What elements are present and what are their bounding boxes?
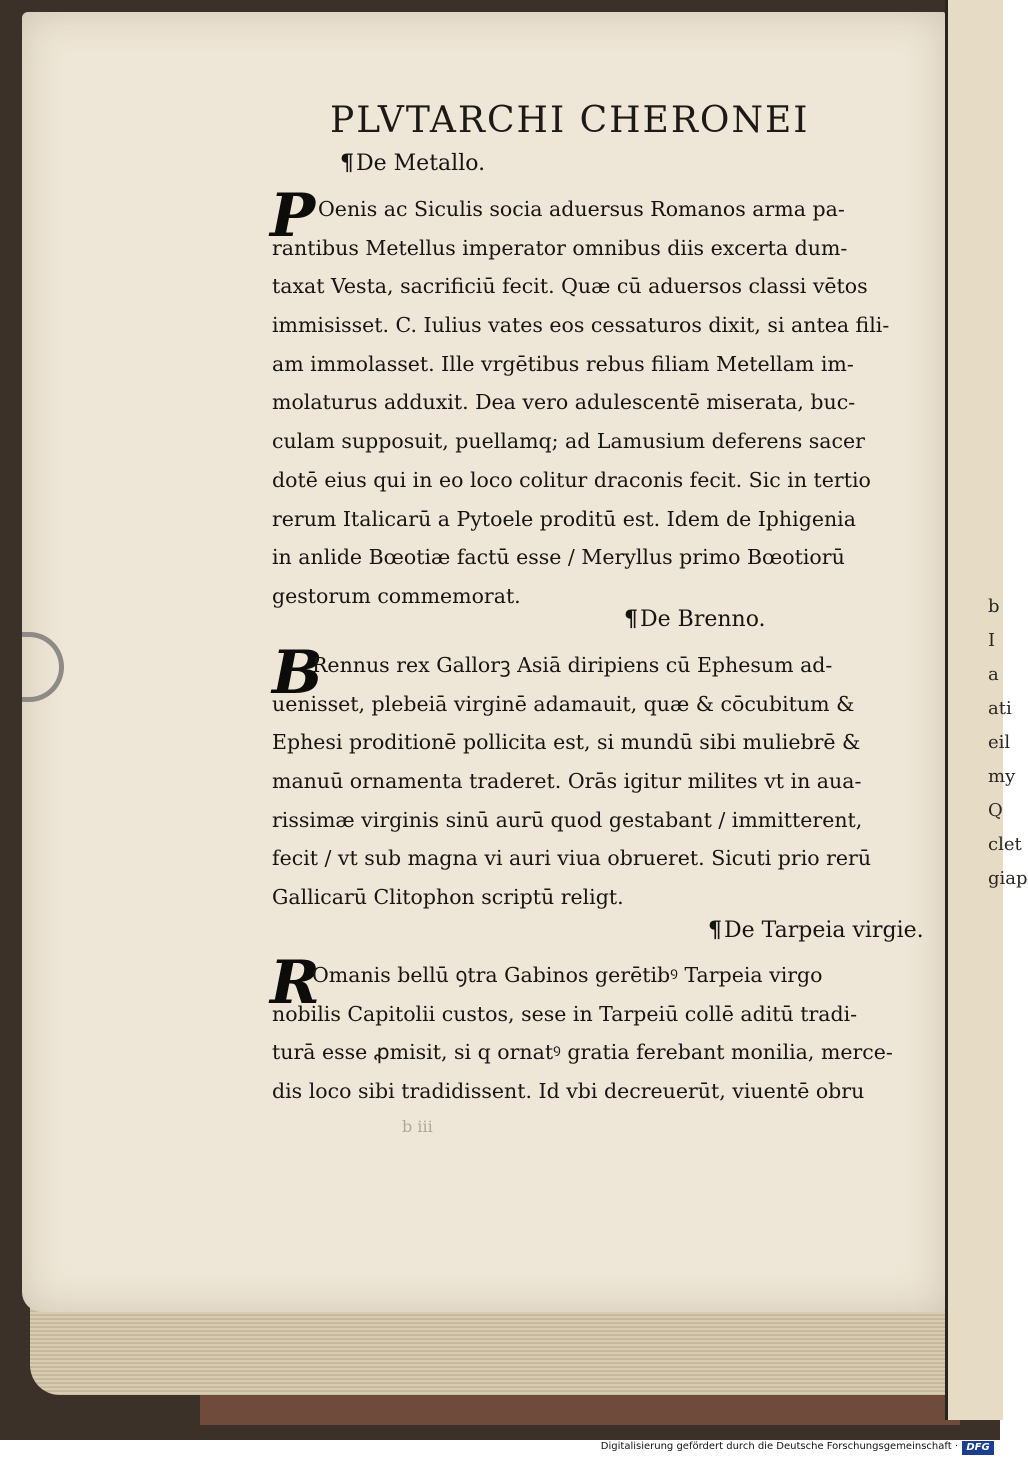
heading-text: De Metallo. [356, 151, 486, 176]
section-heading-tarpeia [708, 917, 924, 943]
footer-credit: Digitalisierung gefördert durch die Deutsche Forschungsgemeinschaft · [600, 1441, 958, 1452]
section-body-brenno [272, 646, 912, 917]
dropcap-p: P [270, 181, 316, 251]
footer-bar [0, 1440, 1000, 1458]
text-line: rerum Italicarū a Pytoele proditū est. Idem de Iphigenia [272, 506, 856, 531]
page-block-edges [30, 1300, 955, 1395]
text-line: rissimæ virginis sinū aurū quod gestabant / immitterent, [272, 807, 863, 832]
pilcrow-icon: ¶ [624, 606, 638, 632]
facing-fragment: clet [988, 834, 1022, 855]
text-line: manuū ornamenta traderet. Orās igitur milites vt in aua- [272, 769, 862, 794]
pilcrow-icon: ¶ [708, 917, 722, 943]
text-line: immisisset. C. Iulius vates eos cessaturos dixit, si antea fili- [272, 313, 890, 338]
facing-page [945, 0, 1028, 1420]
text-line: uenisset, plebeiā virginē adamauit, quæ & cōcubitum & [272, 691, 855, 716]
facing-fragment: a [988, 664, 999, 685]
section-body-tarpeia [272, 956, 912, 1111]
facing-fragment: Q [988, 800, 1003, 821]
text-line: Gallicarū Clitophon scriptū religt. [272, 885, 624, 910]
text-line: Omanis bellū ꝯtra Gabinos gerētibꝰ Tarpeia virgo [312, 963, 823, 987]
dfg-logo[interactable]: DFG [962, 1441, 994, 1455]
text-line: culam supposuit, puellamq; ad Lamusium deferens sacer [272, 429, 865, 454]
text-line: fecit / vt sub magna vi auri viua obrueret. Sicuti prio rerū [272, 846, 872, 871]
heading-text: De Tarpeia virgie. [724, 918, 924, 943]
text-line: taxat Vesta, sacrificiū fecit. Quæ cū aduersos classi vētos [272, 274, 868, 299]
heading-text: De Brenno. [640, 607, 766, 632]
text-line: dotē eius qui in eo loco colitur draconis fecit. Sic in tertio [272, 467, 871, 492]
facing-fragment: ati [988, 698, 1012, 719]
signature-mark: b iii [402, 1117, 433, 1136]
text-line: Oenis ac Siculis socia aduersus Romanos arma pa- [318, 197, 845, 221]
metal-clasp [22, 632, 64, 702]
section-body-metallo [272, 190, 912, 616]
text-line: Ephesi proditionē pollicita est, si mundū sibi muliebrē & [272, 730, 861, 755]
pilcrow-icon: ¶ [340, 150, 354, 176]
facing-fragment: eil [988, 732, 1011, 753]
text-line: molaturus adduxit. Dea vero adulescentē miserata, buc- [272, 390, 856, 415]
text-line: in anlide Bœotiæ factū esse / Meryllus primo Bœotiorū [272, 545, 845, 570]
text-line: rantibus Metellus imperator omnibus diis excerta dum- [272, 235, 848, 260]
dropcap-r: R [270, 948, 320, 1018]
section-heading-brenno [624, 606, 766, 632]
running-head: PLVTARCHI CHERONEI [330, 100, 810, 141]
facing-page-text [988, 590, 1028, 896]
facing-fragment: giap [988, 868, 1028, 889]
facing-fragment: my [988, 766, 1016, 787]
facing-fragment: I [988, 630, 996, 651]
text-line: turā esse ꝓmisit, si q ornatꝰ gratia ferebant monilia, merce- [272, 1040, 893, 1065]
dropcap-b: B [272, 638, 323, 708]
text-line: Rennus rex Gallorꝫ Asiā diripiens cū Ephesum ad- [312, 653, 833, 677]
text-line: am immolasset. Ille vrgētibus rebus filiam Metellam im- [272, 351, 854, 376]
section-heading-metallo [340, 150, 485, 176]
text-line: dis loco sibi tradidissent. Id vbi decreuerūt, viuentē obru [272, 1079, 865, 1104]
text-line: gestorum commemorat. [272, 583, 521, 608]
facing-fragment: b [988, 596, 1000, 617]
text-line: nobilis Capitolii custos, sese in Tarpeiū collē aditū tradi- [272, 1001, 858, 1026]
